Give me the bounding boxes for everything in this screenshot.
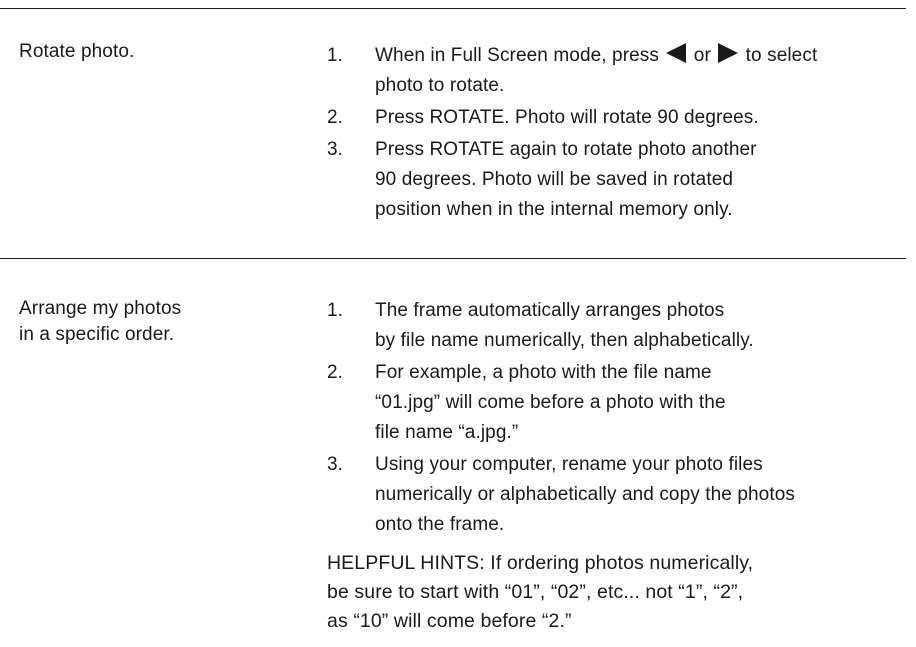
arrange-step-3 (327, 450, 897, 540)
helpful-hints: HELPFUL HINTS: If ordering photos numerically, be sure to start with “01”, “02”, etc... not “1”, “2”, as “10” will come before “2.” (327, 552, 754, 632)
arrange-step-2 (327, 358, 897, 448)
rotate-step-3 (327, 135, 897, 225)
left-triangle-icon (666, 43, 686, 63)
rotate-step-1 (327, 41, 897, 101)
step-number: 3. (327, 454, 344, 475)
step-text: The frame automatically arranges photos by file name numerically, then alphabetically. (375, 300, 754, 351)
rotate-step-2 (327, 103, 897, 133)
step-number: 1. (327, 300, 344, 321)
topic-rotate-photo: Rotate photo. (19, 41, 135, 62)
topic-arrange-photos: Arrange my photos in a specific order. (19, 298, 182, 345)
step-text: When in Full Screen mode, press or to select photo to rotate. (375, 45, 818, 96)
step-number: 3. (327, 139, 344, 160)
step-number: 2. (327, 107, 344, 128)
step-text: Using your computer, rename your photo files numerically or alphabetically and copy the photos onto the frame. (375, 454, 795, 535)
step-number: 1. (327, 45, 344, 66)
step-text: Press ROTATE. Photo will rotate 90 degrees. (375, 107, 759, 128)
arrange-step-1 (327, 296, 897, 356)
step-text: Press ROTATE again to rotate photo another 90 degrees. Photo will be saved in rotated position when in the internal memory only. (375, 139, 757, 220)
arrange-steps-list (327, 296, 897, 542)
top-divider (0, 8, 906, 9)
section-divider (0, 258, 906, 259)
rotate-steps-list (327, 41, 897, 227)
step-number: 2. (327, 362, 344, 383)
right-triangle-icon (718, 43, 738, 63)
step-text: For example, a photo with the file name “01.jpg” will come before a photo with the file name “a.jpg.” (375, 362, 726, 443)
